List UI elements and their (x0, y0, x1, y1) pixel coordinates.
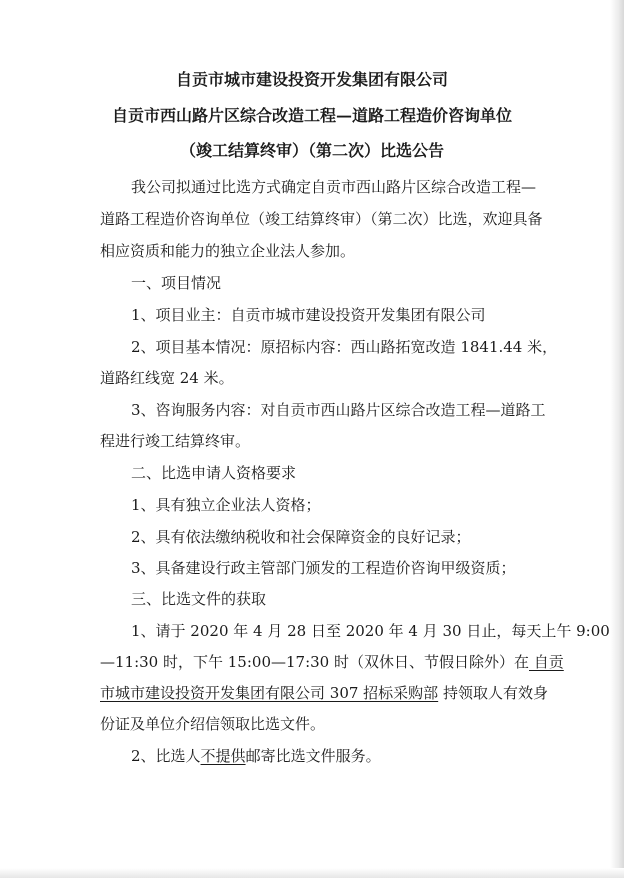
section2-item2: 2、具有依法缴纳税收和社会保障资金的良好记录； (131, 528, 471, 546)
intro-line2: 道路工程造价咨询单位（竣工结算终审）（第二次）比选，欢迎具备 (100, 210, 543, 228)
pickup-location-part2: 市城市建设投资开发集团有限公司 307 招标采购部 (100, 684, 439, 702)
section3-item1-line2 (100, 652, 564, 672)
announcement-title-line1: 自贡市西山路片区综合改造工程—道路工程造价咨询单位 (111, 106, 512, 125)
section2-item1: 1、具有独立企业法人资格； (131, 496, 321, 514)
section3-item2-pre: 2、比选人 (131, 747, 201, 765)
section3-item1-line4: 份证及单位介绍信领取比选文件。 (100, 715, 326, 733)
intro-line3: 相应资质和能力的独立企业法人参加。 (100, 242, 356, 260)
section3-item1-line3-text: 持领取人有效身 (438, 684, 548, 702)
section3-item1-line3 (100, 683, 548, 703)
pickup-location-part1: 自贡 (529, 653, 564, 671)
announcement-title-line2: （竣工结算终审）（第二次）比选公告 (179, 141, 444, 160)
section1-heading: 一、项目情况 (131, 274, 222, 292)
intro-line1: 我公司拟通过比选方式确定自贡市西山路片区综合改造工程— (131, 178, 537, 196)
section1-item3-line2: 程进行竣工结算终审。 (100, 432, 251, 450)
section3-item1-line2-text: —11:30 时，下午 15:00—17:30 时（双休日、节假日除外）在 (100, 653, 529, 671)
section1-item1: 1、项目业主：自贡市城市建设投资开发集团有限公司 (131, 306, 486, 324)
section3-item2-post: 邮寄比选文件服务。 (245, 747, 381, 765)
section3-heading: 三、比选文件的获取 (131, 590, 267, 608)
section1-item2-line2: 道路红线宽 24 米。 (100, 369, 234, 387)
section3-item1-line1: 1、请于 2020 年 4 月 28 日至 2020 年 4 月 30 日止，每天上午 9:00 (131, 622, 610, 640)
section2-item3: 3、具备建设行政主管部门颁发的工程造价咨询甲级资质； (131, 559, 516, 577)
page-edge-shadow-right (610, 0, 624, 878)
section1-item3-line1: 3、咨询服务内容：对自贡市西山路片区综合改造工程—道路工 (131, 401, 546, 419)
not-provided-emphasis: 不提供 (200, 747, 246, 765)
section1-item2-line1: 2、项目基本情况：原招标内容：西山路拓宽改造 1841.44 米， (131, 338, 558, 356)
company-title: 自贡市城市建设投资开发集团有限公司 (175, 70, 448, 89)
section2-heading: 二、比选申请人资格要求 (131, 464, 297, 482)
section3-item2 (131, 746, 381, 766)
page-edge-shadow-bottom (0, 868, 624, 878)
